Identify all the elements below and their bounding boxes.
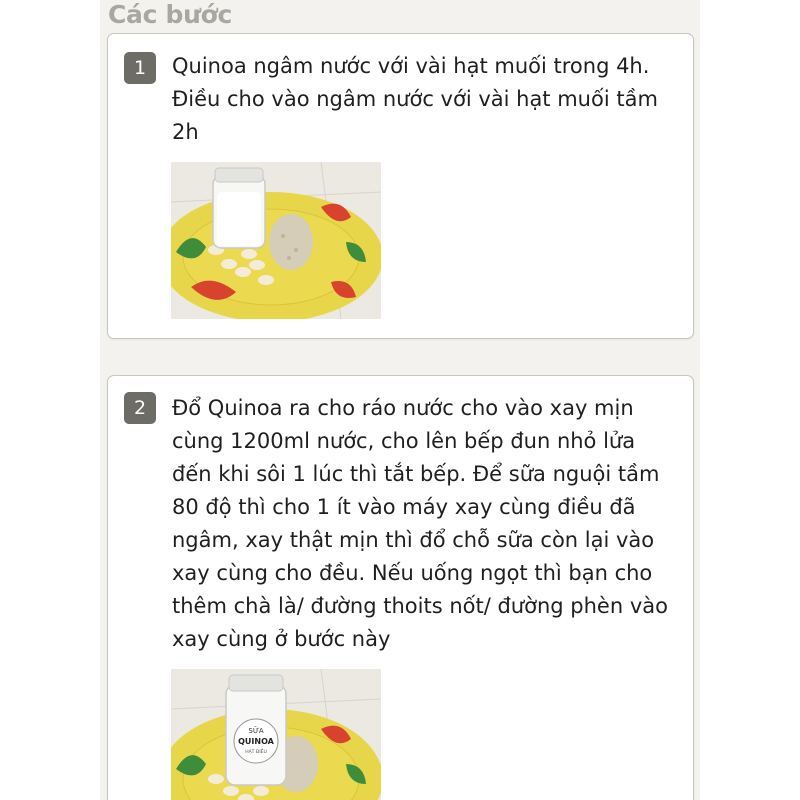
step-card-2 — [107, 375, 694, 800]
step-card-1 — [107, 33, 694, 339]
step-photo[interactable] — [171, 669, 381, 800]
step-photo[interactable] — [171, 162, 381, 319]
jar-label-line2: QUINOA — [238, 737, 274, 746]
step-number-badge: 1 — [124, 52, 156, 84]
step-description: Đổ Quinoa ra cho ráo nước cho vào xay mịn cùng 1200ml nước, cho lên bếp đun nhỏ lửa đến khi sôi 1 lúc thì tắt bếp. Để sữa nguội tầm 80 độ thì cho 1 ít vào máy xay cùng điều đã ngâm, xay thật mịn thì đổ chỗ sữa còn lại vào xay cùng cho đều. Nếu uống ngọt thì bạn cho thêm chà là/ đường thoits nốt/ đường phèn vào xay cùng ở bước này — [172, 396, 668, 651]
jar-label-line1: SỮA — [248, 727, 264, 735]
photo-illustration — [171, 162, 381, 319]
section-title: Các bước — [108, 0, 233, 29]
photo-illustration — [171, 669, 381, 800]
jar-label-line3: HẠT ĐIỀU — [245, 750, 267, 755]
step-number-badge: 2 — [124, 392, 156, 424]
step-description: Quinoa ngâm nước với vài hạt muối trong 4h. Điều cho vào ngâm nước với vài hạt muối tầm 2h — [172, 54, 658, 144]
